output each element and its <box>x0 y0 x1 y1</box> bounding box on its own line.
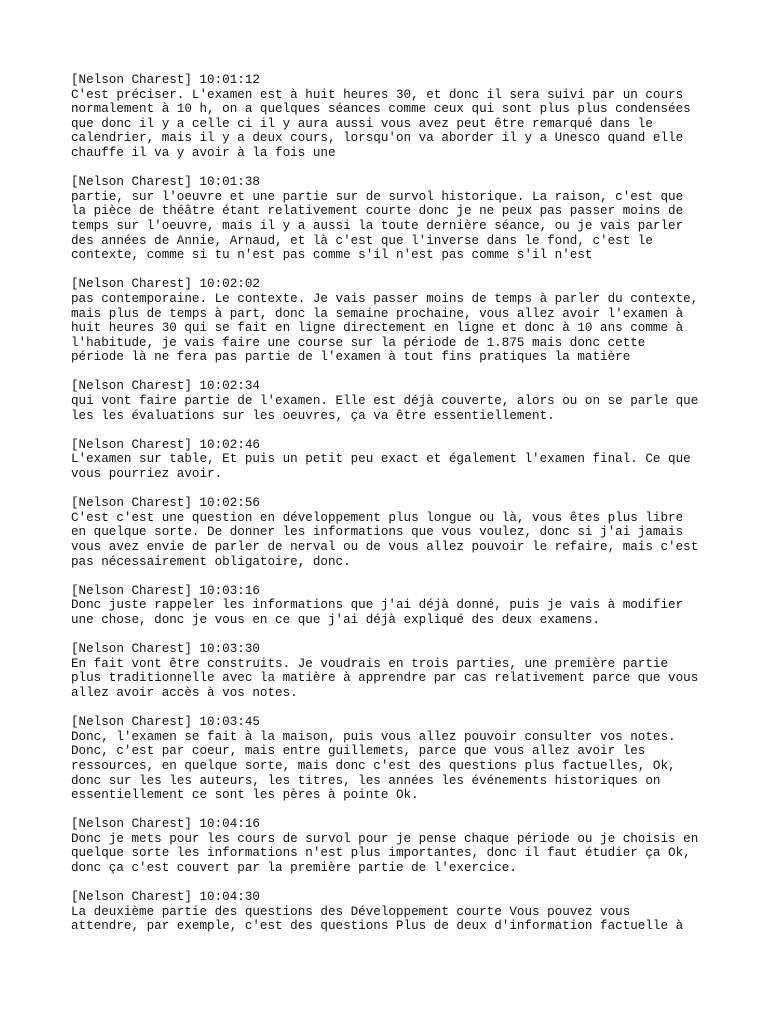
transcript-entry <box>71 817 711 875</box>
transcript-entry <box>71 642 711 700</box>
transcript-entry <box>71 890 711 934</box>
speaker-timestamp: [Nelson Charest] 10:04:30 <box>71 890 260 905</box>
transcript-page <box>71 73 711 949</box>
speaker-timestamp: [Nelson Charest] 10:02:02 <box>71 277 260 292</box>
transcript-text: Donc, l'examen se fait à la maison, puis vous allez pouvoir consulter vos notes. Donc, c'est par coeur, mais entre guillemets, parce que vous allez avoir les ressources, en quelque sorte, mais donc c'est des questions plus factuelles, Ok, donc sur les les auteurs, les titres, les années les événements historiques on essentiellement ce sont les pères à pointe Ok. <box>71 729 676 803</box>
transcript-text: La deuxième partie des questions des Développement courte Vous pouvez vous attendre, par exemple, c'est des questions Plus de deux d'information factuelle à <box>71 904 684 934</box>
transcript-entry <box>71 379 711 423</box>
transcript-text: Donc juste rappeler les informations que j'ai déjà donné, puis je vais à modifier une chose, donc je vous en ce que j'ai déjà expliqué des deux examens. <box>71 598 684 627</box>
speaker-timestamp: [Nelson Charest] 10:03:30 <box>71 642 260 657</box>
transcript-entry <box>71 496 711 569</box>
speaker-timestamp: [Nelson Charest] 10:03:16 <box>71 583 260 598</box>
speaker-timestamp: [Nelson Charest] 10:02:46 <box>71 437 260 452</box>
transcript-text: partie, sur l'oeuvre et une partie sur de survol historique. La raison, c'est que la pièce de théâtre étant relativement courte donc je ne peux pas passer moins de temps sur l'oeuvre, mais il y a aussi la toute dernière séance, ou je vais parler des années de Annie, Arnaud, et là c'est que l'inverse dans le fond, c'est le contexte, comme si tu n'est pas comme s'il n'est pas comme s'il n'est <box>71 189 684 263</box>
transcript-text: C'est c'est une question en développement plus longue ou là, vous êtes plus libre en quelque sorte. De donner les informations que vous voulez, donc si j'ai jamais vous avez envie de parler de nerval ou de vous allez pouvoir le refaire, mais c'est pas nécessairement obligatoire, donc. <box>71 510 699 569</box>
transcript-text: C'est préciser. L'examen est à huit heures 30, et donc il sera suivi par un cours normalement à 10 h, on a quelques séances comme ceux qui sont plus plus condensées que donc il y a celle ci il y aura aussi vous avez peut être remarqué dans le calendrier, mais il y a deux cours, lorsqu'on va aborder il y a Unesco quand elle chauffe il va y avoir à la fois une <box>71 87 691 160</box>
transcript-entry <box>71 73 711 161</box>
speaker-timestamp: [Nelson Charest] 10:04:16 <box>71 817 260 832</box>
transcript-text: qui vont faire partie de l'examen. Elle est déjà couverte, alors ou on se parle que les les évaluations sur les oeuvres, ça va être essentiellement. <box>71 394 699 423</box>
transcript-entry <box>71 277 711 365</box>
speaker-timestamp: [Nelson Charest] 10:02:56 <box>71 496 260 511</box>
transcript-text: L'examen sur table, Et puis un petit peu exact et également l'examen final. Ce que vous pourriez avoir. <box>71 452 691 482</box>
transcript-entry <box>71 715 711 803</box>
transcript-entry <box>71 584 711 628</box>
speaker-timestamp: [Nelson Charest] 10:02:34 <box>71 379 260 394</box>
transcript-entry <box>71 175 711 263</box>
speaker-timestamp: [Nelson Charest] 10:01:38 <box>71 175 260 190</box>
transcript-entry <box>71 438 711 482</box>
speaker-timestamp: [Nelson Charest] 10:01:12 <box>71 73 260 87</box>
transcript-text: Donc je mets pour les cours de survol pour je pense chaque période ou je choisis en quelque sorte les informations n'est plus importantes, donc il faut étudier ça Ok, donc ça c'est couvert par la première partie de l'exercice. <box>71 831 699 876</box>
speaker-timestamp: [Nelson Charest] 10:03:45 <box>71 715 260 730</box>
transcript-text: pas contemporaine. Le contexte. Je vais passer moins de temps à parler du contexte, mais plus de temps à part, donc la semaine prochaine, vous allez avoir l'examen à huit heures 30 qui se fait en ligne directement en ligne et donc à 10 ans comme à l'habitude, je vais faire une course sur la période de 1.875 mais donc cette période là ne fera pas partie de l'examen à tout fins pratiques la matière <box>71 291 699 365</box>
transcript-text: En fait vont être construits. Je voudrais en trois parties, une première partie plus traditionnelle avec la matière à apprendre par cas relativement parce que vous allez avoir accès à vos notes. <box>71 656 699 700</box>
